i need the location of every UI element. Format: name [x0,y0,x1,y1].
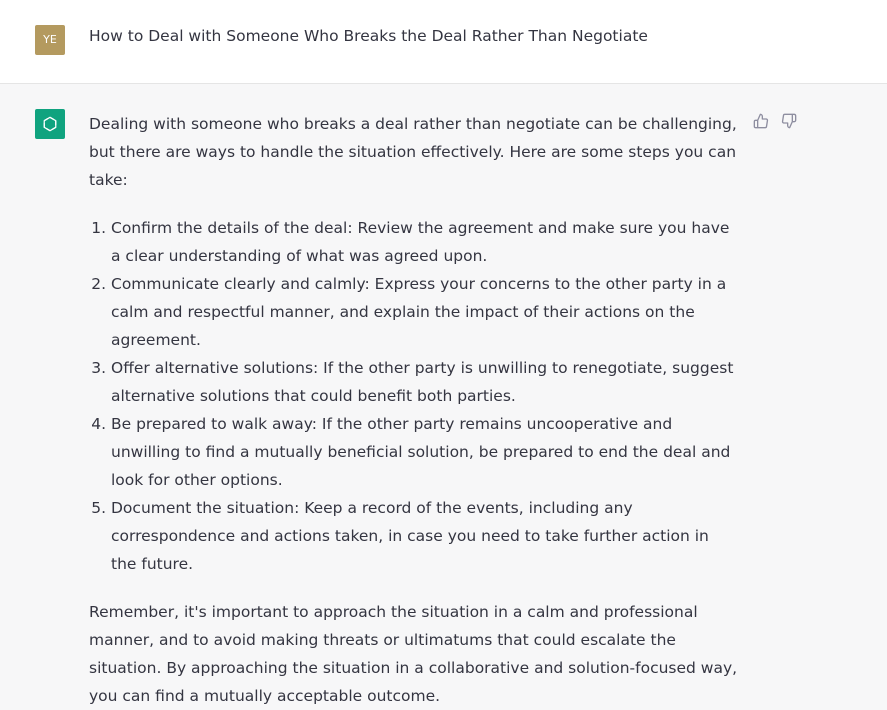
user-avatar: YE [35,25,65,55]
list-item: 2. Communicate clearly and calmly: Express your concerns to the other party in a calm and respectful manner, and explain the impact of their actions on the agreement. [111,270,739,354]
list-item: 4. Be prepared to walk away: If the other party remains uncooperative and unwilling to find a mutually beneficial solution, be prepared to end the deal and look for other options. [111,410,739,494]
thumbs-up-icon[interactable] [752,112,770,130]
steps-list [89,214,739,578]
user-message-row [0,0,887,84]
feedback-buttons [752,112,798,130]
assistant-conclusion: Remember, it's important to approach the situation in a calm and professional manner, and to avoid making threats or ultimatums that could escalate the situation. By approaching the situation in a collaborative and solution-focused way, you can find a mutually acceptable outcome. [89,603,738,705]
list-item: 5. Document the situation: Keep a record of the events, including any correspondence and actions taken, in case you need to take further action in the future. [111,494,739,578]
user-message-text: How to Deal with Someone Who Breaks the Deal Rather Than Negotiate [89,27,648,45]
assistant-message-content [89,110,739,710]
assistant-intro: Dealing with someone who breaks a deal rather than negotiate can be challenging, but there are ways to handle the situation effectively. Here are some steps you can take: [89,115,737,189]
openai-logo-icon [35,109,65,139]
thumbs-down-icon[interactable] [780,112,798,130]
list-item: 3. Offer alternative solutions: If the other party is unwilling to renegotiate, suggest alternative solutions that could benefit both parties. [111,354,739,410]
list-item: 1. Confirm the details of the deal: Review the agreement and make sure you have a clear understanding of what was agreed upon. [111,214,739,270]
assistant-message-row [0,84,887,705]
